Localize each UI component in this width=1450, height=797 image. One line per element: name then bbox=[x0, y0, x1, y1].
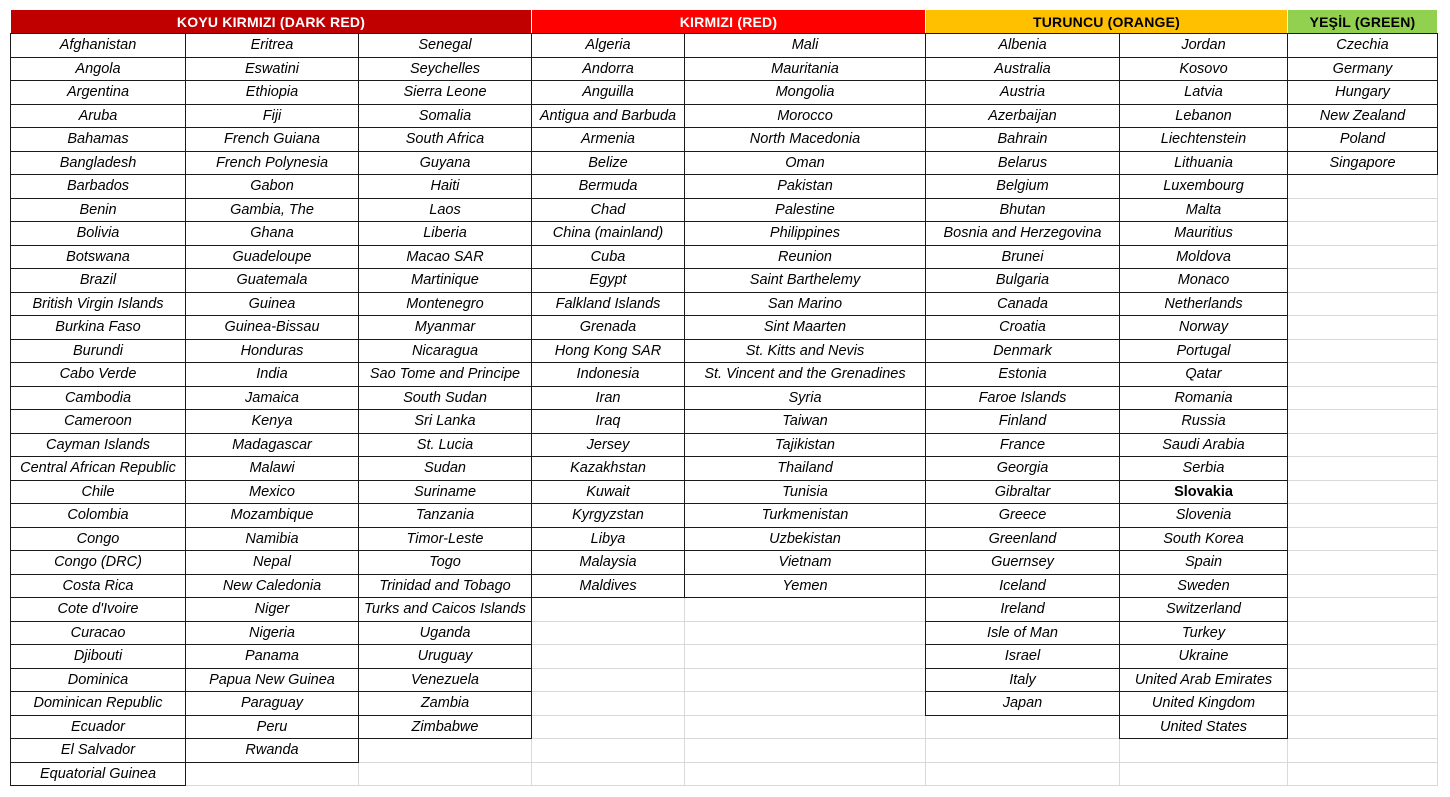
country-cell[interactable]: Qatar bbox=[1119, 362, 1288, 387]
empty-cell[interactable] bbox=[926, 739, 1120, 763]
empty-cell[interactable] bbox=[1288, 175, 1438, 199]
country-cell[interactable]: Nepal bbox=[185, 550, 359, 575]
country-cell[interactable]: Grenada bbox=[531, 315, 685, 340]
country-cell[interactable]: Palestine bbox=[684, 198, 926, 223]
empty-cell[interactable] bbox=[1288, 316, 1438, 340]
country-cell[interactable]: Guatemala bbox=[185, 268, 359, 293]
country-cell[interactable]: Seychelles bbox=[358, 57, 532, 82]
country-cell[interactable]: Ethiopia bbox=[185, 80, 359, 105]
country-cell[interactable]: Myanmar bbox=[358, 315, 532, 340]
country-cell[interactable]: Mozambique bbox=[185, 503, 359, 528]
country-cell[interactable]: Paraguay bbox=[185, 691, 359, 716]
country-cell[interactable]: Ukraine bbox=[1119, 644, 1288, 669]
country-cell[interactable]: Greenland bbox=[925, 527, 1120, 552]
country-cell[interactable]: Japan bbox=[925, 691, 1120, 716]
country-cell[interactable]: Chile bbox=[10, 480, 186, 505]
country-cell[interactable]: Honduras bbox=[185, 339, 359, 364]
country-cell[interactable]: Turks and Caicos Islands bbox=[358, 597, 532, 622]
empty-cell[interactable] bbox=[685, 763, 926, 787]
empty-cell[interactable] bbox=[1288, 293, 1438, 317]
country-cell[interactable]: Guyana bbox=[358, 151, 532, 176]
country-cell[interactable]: Bosnia and Herzegovina bbox=[925, 221, 1120, 246]
country-cell[interactable]: Switzerland bbox=[1119, 597, 1288, 622]
country-cell[interactable]: Hungary bbox=[1287, 80, 1438, 105]
empty-cell[interactable] bbox=[1288, 598, 1438, 622]
country-cell[interactable]: Ireland bbox=[925, 597, 1120, 622]
empty-cell[interactable] bbox=[1288, 669, 1438, 693]
country-cell[interactable]: Syria bbox=[684, 386, 926, 411]
country-cell[interactable]: Latvia bbox=[1119, 80, 1288, 105]
empty-cell[interactable] bbox=[1288, 716, 1438, 740]
country-cell[interactable]: Ecuador bbox=[10, 715, 186, 740]
country-cell[interactable]: South Sudan bbox=[358, 386, 532, 411]
country-cell[interactable]: Gambia, The bbox=[185, 198, 359, 223]
empty-cell[interactable] bbox=[532, 692, 685, 716]
country-cell[interactable]: Israel bbox=[925, 644, 1120, 669]
country-cell[interactable]: Luxembourg bbox=[1119, 174, 1288, 199]
country-cell[interactable]: Brunei bbox=[925, 245, 1120, 270]
country-cell[interactable]: United Kingdom bbox=[1119, 691, 1288, 716]
empty-cell[interactable] bbox=[685, 645, 926, 669]
country-cell[interactable]: Taiwan bbox=[684, 409, 926, 434]
country-cell[interactable]: Saudi Arabia bbox=[1119, 433, 1288, 458]
empty-cell[interactable] bbox=[685, 692, 926, 716]
country-cell[interactable]: Malta bbox=[1119, 198, 1288, 223]
country-cell[interactable]: Spain bbox=[1119, 550, 1288, 575]
country-cell[interactable]: Georgia bbox=[925, 456, 1120, 481]
country-cell[interactable]: Eswatini bbox=[185, 57, 359, 82]
empty-cell[interactable] bbox=[685, 598, 926, 622]
country-cell[interactable]: Suriname bbox=[358, 480, 532, 505]
header-green[interactable]: YEŞİL (GREEN) bbox=[1288, 10, 1438, 33]
country-cell[interactable]: Belarus bbox=[925, 151, 1120, 176]
country-cell[interactable]: Somalia bbox=[358, 104, 532, 129]
country-cell[interactable]: Portugal bbox=[1119, 339, 1288, 364]
country-cell[interactable]: Kosovo bbox=[1119, 57, 1288, 82]
country-cell[interactable]: Vietnam bbox=[684, 550, 926, 575]
country-cell[interactable]: Anguilla bbox=[531, 80, 685, 105]
header-row bbox=[11, 10, 1438, 34]
country-cell[interactable]: Mauritius bbox=[1119, 221, 1288, 246]
country-cell[interactable]: Cabo Verde bbox=[10, 362, 186, 387]
country-cell[interactable]: Kazakhstan bbox=[531, 456, 685, 481]
country-cell[interactable]: Oman bbox=[684, 151, 926, 176]
country-cell[interactable]: Germany bbox=[1287, 57, 1438, 82]
country-cell[interactable]: Lithuania bbox=[1119, 151, 1288, 176]
country-cell[interactable]: Monaco bbox=[1119, 268, 1288, 293]
country-cell[interactable]: Chad bbox=[531, 198, 685, 223]
country-cell[interactable]: Botswana bbox=[10, 245, 186, 270]
country-cell[interactable]: Pakistan bbox=[684, 174, 926, 199]
country-cell[interactable]: Moldova bbox=[1119, 245, 1288, 270]
country-cell[interactable]: Papua New Guinea bbox=[185, 668, 359, 693]
country-cell[interactable]: South Africa bbox=[358, 127, 532, 152]
country-cell[interactable]: Finland bbox=[925, 409, 1120, 434]
country-cell[interactable]: Tanzania bbox=[358, 503, 532, 528]
empty-cell[interactable] bbox=[685, 669, 926, 693]
country-cell[interactable]: Canada bbox=[925, 292, 1120, 317]
empty-cell[interactable] bbox=[1288, 222, 1438, 246]
country-cell[interactable]: Jordan bbox=[1119, 33, 1288, 58]
country-cell[interactable]: El Salvador bbox=[10, 738, 186, 763]
country-cell[interactable]: Antigua and Barbuda bbox=[531, 104, 685, 129]
country-cell[interactable]: Denmark bbox=[925, 339, 1120, 364]
country-cell[interactable]: Rwanda bbox=[185, 738, 359, 763]
country-cell[interactable]: Guinea-Bissau bbox=[185, 315, 359, 340]
country-cell[interactable]: Russia bbox=[1119, 409, 1288, 434]
country-cell[interactable]: Namibia bbox=[185, 527, 359, 552]
empty-cell[interactable] bbox=[1288, 551, 1438, 575]
empty-cell[interactable] bbox=[1288, 622, 1438, 646]
country-cell[interactable]: Malaysia bbox=[531, 550, 685, 575]
empty-cell[interactable] bbox=[1288, 645, 1438, 669]
country-cell[interactable]: Azerbaijan bbox=[925, 104, 1120, 129]
country-cell[interactable]: Eritrea bbox=[185, 33, 359, 58]
country-cell[interactable]: Djibouti bbox=[10, 644, 186, 669]
country-cell[interactable]: Sierra Leone bbox=[358, 80, 532, 105]
country-cell[interactable]: British Virgin Islands bbox=[10, 292, 186, 317]
empty-cell[interactable] bbox=[926, 716, 1120, 740]
empty-cell[interactable] bbox=[532, 716, 685, 740]
country-cell[interactable]: Congo bbox=[10, 527, 186, 552]
country-cell[interactable]: Costa Rica bbox=[10, 574, 186, 599]
country-cell[interactable]: Turkmenistan bbox=[684, 503, 926, 528]
country-cell[interactable]: Uganda bbox=[358, 621, 532, 646]
country-cell[interactable]: Isle of Man bbox=[925, 621, 1120, 646]
country-cell[interactable]: Netherlands bbox=[1119, 292, 1288, 317]
empty-cell[interactable] bbox=[532, 622, 685, 646]
empty-cell[interactable] bbox=[1288, 363, 1438, 387]
country-cell[interactable]: Sri Lanka bbox=[358, 409, 532, 434]
country-cell[interactable]: Iran bbox=[531, 386, 685, 411]
empty-cell[interactable] bbox=[926, 763, 1120, 787]
country-cell[interactable]: St. Lucia bbox=[358, 433, 532, 458]
country-cell[interactable]: Sao Tome and Principe bbox=[358, 362, 532, 387]
country-cell[interactable]: Iceland bbox=[925, 574, 1120, 599]
country-cell[interactable]: Morocco bbox=[684, 104, 926, 129]
empty-cell[interactable] bbox=[685, 716, 926, 740]
country-cell[interactable]: Bulgaria bbox=[925, 268, 1120, 293]
empty-cell[interactable] bbox=[1288, 387, 1438, 411]
empty-cell[interactable] bbox=[1120, 763, 1288, 787]
country-cell[interactable]: Equatorial Guinea bbox=[10, 762, 186, 787]
empty-cell[interactable] bbox=[532, 598, 685, 622]
empty-cell[interactable] bbox=[1288, 340, 1438, 364]
empty-cell[interactable] bbox=[1120, 739, 1288, 763]
country-cell[interactable]: Kyrgyzstan bbox=[531, 503, 685, 528]
country-cell[interactable]: Armenia bbox=[531, 127, 685, 152]
empty-cell[interactable] bbox=[359, 739, 532, 763]
country-cell[interactable]: Kenya bbox=[185, 409, 359, 434]
country-cell[interactable]: Bolivia bbox=[10, 221, 186, 246]
country-cell[interactable]: Malawi bbox=[185, 456, 359, 481]
country-cell[interactable]: Algeria bbox=[531, 33, 685, 58]
country-cell[interactable]: Cuba bbox=[531, 245, 685, 270]
country-cell[interactable]: Niger bbox=[185, 597, 359, 622]
country-cell[interactable]: Romania bbox=[1119, 386, 1288, 411]
empty-cell[interactable] bbox=[685, 739, 926, 763]
country-cell[interactable]: Reunion bbox=[684, 245, 926, 270]
country-cell[interactable]: India bbox=[185, 362, 359, 387]
country-cell[interactable]: Mauritania bbox=[684, 57, 926, 82]
country-cell[interactable]: France bbox=[925, 433, 1120, 458]
country-cell[interactable]: Madagascar bbox=[185, 433, 359, 458]
country-cell[interactable]: French Guiana bbox=[185, 127, 359, 152]
country-cell[interactable]: Guinea bbox=[185, 292, 359, 317]
country-cell[interactable]: Colombia bbox=[10, 503, 186, 528]
country-cell[interactable]: Sudan bbox=[358, 456, 532, 481]
country-cell[interactable]: New Caledonia bbox=[185, 574, 359, 599]
country-cell[interactable]: Guernsey bbox=[925, 550, 1120, 575]
header-orange[interactable]: TURUNCU (ORANGE) bbox=[926, 10, 1288, 33]
empty-cell[interactable] bbox=[186, 763, 359, 787]
country-cell[interactable]: Libya bbox=[531, 527, 685, 552]
country-cell[interactable]: Afghanistan bbox=[10, 33, 186, 58]
country-cell[interactable]: Austria bbox=[925, 80, 1120, 105]
country-cell[interactable]: Yemen bbox=[684, 574, 926, 599]
empty-cell[interactable] bbox=[1288, 434, 1438, 458]
country-cell[interactable]: Andorra bbox=[531, 57, 685, 82]
country-cell[interactable]: Kuwait bbox=[531, 480, 685, 505]
country-cell[interactable]: Belize bbox=[531, 151, 685, 176]
empty-cell[interactable] bbox=[1288, 575, 1438, 599]
country-cell[interactable]: Montenegro bbox=[358, 292, 532, 317]
country-cell[interactable]: Maldives bbox=[531, 574, 685, 599]
country-cell[interactable]: Cameroon bbox=[10, 409, 186, 434]
country-cell[interactable]: Australia bbox=[925, 57, 1120, 82]
country-cell[interactable]: San Marino bbox=[684, 292, 926, 317]
country-cell[interactable]: Bermuda bbox=[531, 174, 685, 199]
empty-cell[interactable] bbox=[1288, 410, 1438, 434]
empty-cell[interactable] bbox=[532, 739, 685, 763]
country-cell[interactable]: Argentina bbox=[10, 80, 186, 105]
country-cell[interactable]: Italy bbox=[925, 668, 1120, 693]
empty-cell[interactable] bbox=[1288, 199, 1438, 223]
empty-cell[interactable] bbox=[1288, 457, 1438, 481]
country-cell[interactable]: Benin bbox=[10, 198, 186, 223]
country-cell[interactable]: North Macedonia bbox=[684, 127, 926, 152]
country-cell[interactable]: Uzbekistan bbox=[684, 527, 926, 552]
country-cell[interactable]: Poland bbox=[1287, 127, 1438, 152]
country-cell[interactable]: China (mainland) bbox=[531, 221, 685, 246]
country-cell[interactable]: Greece bbox=[925, 503, 1120, 528]
country-cell[interactable]: Lebanon bbox=[1119, 104, 1288, 129]
country-cell[interactable]: Iraq bbox=[531, 409, 685, 434]
empty-cell[interactable] bbox=[1288, 269, 1438, 293]
country-cell[interactable]: Curacao bbox=[10, 621, 186, 646]
country-cell[interactable]: Tunisia bbox=[684, 480, 926, 505]
empty-cell[interactable] bbox=[359, 763, 532, 787]
country-cell[interactable]: Cambodia bbox=[10, 386, 186, 411]
country-cell[interactable]: Bangladesh bbox=[10, 151, 186, 176]
country-cell[interactable]: Angola bbox=[10, 57, 186, 82]
country-cell[interactable]: French Polynesia bbox=[185, 151, 359, 176]
country-cell[interactable]: Singapore bbox=[1287, 151, 1438, 176]
country-cell[interactable]: Indonesia bbox=[531, 362, 685, 387]
country-cell[interactable]: Falkland Islands bbox=[531, 292, 685, 317]
country-cell[interactable]: Albenia bbox=[925, 33, 1120, 58]
country-cell[interactable]: Timor-Leste bbox=[358, 527, 532, 552]
country-cell[interactable]: New Zealand bbox=[1287, 104, 1438, 129]
country-cell[interactable]: Panama bbox=[185, 644, 359, 669]
empty-cell[interactable] bbox=[685, 622, 926, 646]
country-cell[interactable]: St. Vincent and the Grenadines bbox=[684, 362, 926, 387]
country-cell[interactable]: Liberia bbox=[358, 221, 532, 246]
empty-cell[interactable] bbox=[532, 669, 685, 693]
country-cell[interactable]: Venezuela bbox=[358, 668, 532, 693]
country-cell[interactable]: Faroe Islands bbox=[925, 386, 1120, 411]
country-cell[interactable]: Czechia bbox=[1287, 33, 1438, 58]
country-cell[interactable]: Hong Kong SAR bbox=[531, 339, 685, 364]
country-cell[interactable]: Tajikistan bbox=[684, 433, 926, 458]
country-cell[interactable]: Dominica bbox=[10, 668, 186, 693]
country-cell[interactable]: Saint Barthelemy bbox=[684, 268, 926, 293]
country-cell[interactable]: South Korea bbox=[1119, 527, 1288, 552]
country-cell[interactable]: Togo bbox=[358, 550, 532, 575]
country-cell[interactable]: Nigeria bbox=[185, 621, 359, 646]
country-cell[interactable]: Uruguay bbox=[358, 644, 532, 669]
spreadsheet bbox=[11, 10, 1438, 787]
empty-cell[interactable] bbox=[1288, 246, 1438, 270]
header-red[interactable]: KIRMIZI (RED) bbox=[532, 10, 926, 33]
country-cell[interactable]: Estonia bbox=[925, 362, 1120, 387]
empty-cell[interactable] bbox=[1288, 739, 1438, 763]
country-cell[interactable]: Jamaica bbox=[185, 386, 359, 411]
country-cell[interactable]: Martinique bbox=[358, 268, 532, 293]
country-cell[interactable]: Slovakia bbox=[1119, 480, 1288, 505]
country-cell[interactable]: Congo (DRC) bbox=[10, 550, 186, 575]
country-cell[interactable]: Cayman Islands bbox=[10, 433, 186, 458]
country-cell[interactable]: Zimbabwe bbox=[358, 715, 532, 740]
country-cell[interactable]: Dominican Republic bbox=[10, 691, 186, 716]
country-cell[interactable]: Burundi bbox=[10, 339, 186, 364]
country-cell[interactable]: Mali bbox=[684, 33, 926, 58]
country-cell[interactable]: Barbados bbox=[10, 174, 186, 199]
country-cell[interactable]: Haiti bbox=[358, 174, 532, 199]
country-cell[interactable]: Mongolia bbox=[684, 80, 926, 105]
country-cell[interactable]: Jersey bbox=[531, 433, 685, 458]
country-cell[interactable]: Thailand bbox=[684, 456, 926, 481]
country-cell[interactable]: Aruba bbox=[10, 104, 186, 129]
country-cell[interactable]: Burkina Faso bbox=[10, 315, 186, 340]
empty-cell[interactable] bbox=[1288, 763, 1438, 787]
country-cell[interactable]: Fiji bbox=[185, 104, 359, 129]
country-cell[interactable]: Slovenia bbox=[1119, 503, 1288, 528]
header-dark-red[interactable]: KOYU KIRMIZI (DARK RED) bbox=[11, 10, 532, 33]
country-cell[interactable]: Sweden bbox=[1119, 574, 1288, 599]
country-cell[interactable]: Bahamas bbox=[10, 127, 186, 152]
country-cell[interactable]: Cote d'Ivoire bbox=[10, 597, 186, 622]
empty-cell[interactable] bbox=[1288, 481, 1438, 505]
country-cell[interactable]: Nicaragua bbox=[358, 339, 532, 364]
country-cell[interactable]: Gibraltar bbox=[925, 480, 1120, 505]
country-cell[interactable]: Belgium bbox=[925, 174, 1120, 199]
country-cell[interactable]: Trinidad and Tobago bbox=[358, 574, 532, 599]
country-cell[interactable]: Serbia bbox=[1119, 456, 1288, 481]
empty-cell[interactable] bbox=[532, 763, 685, 787]
country-cell[interactable]: Bhutan bbox=[925, 198, 1120, 223]
country-cell[interactable]: Brazil bbox=[10, 268, 186, 293]
country-cell[interactable]: United Arab Emirates bbox=[1119, 668, 1288, 693]
empty-cell[interactable] bbox=[1288, 692, 1438, 716]
country-grid bbox=[11, 34, 1438, 787]
country-cell[interactable]: Macao SAR bbox=[358, 245, 532, 270]
country-cell[interactable]: Egypt bbox=[531, 268, 685, 293]
country-cell[interactable]: Sint Maarten bbox=[684, 315, 926, 340]
empty-cell[interactable] bbox=[1288, 528, 1438, 552]
country-cell[interactable]: Laos bbox=[358, 198, 532, 223]
empty-cell[interactable] bbox=[1288, 504, 1438, 528]
country-cell[interactable]: Mexico bbox=[185, 480, 359, 505]
country-cell[interactable]: Liechtenstein bbox=[1119, 127, 1288, 152]
country-cell[interactable]: Croatia bbox=[925, 315, 1120, 340]
country-cell[interactable]: Turkey bbox=[1119, 621, 1288, 646]
country-cell[interactable]: Gabon bbox=[185, 174, 359, 199]
country-cell[interactable]: Peru bbox=[185, 715, 359, 740]
country-cell[interactable]: Senegal bbox=[358, 33, 532, 58]
empty-cell[interactable] bbox=[532, 645, 685, 669]
country-cell[interactable]: Philippines bbox=[684, 221, 926, 246]
country-cell[interactable]: Guadeloupe bbox=[185, 245, 359, 270]
country-cell[interactable]: Central African Republic bbox=[10, 456, 186, 481]
country-cell[interactable]: Norway bbox=[1119, 315, 1288, 340]
country-cell[interactable]: St. Kitts and Nevis bbox=[684, 339, 926, 364]
country-cell[interactable]: Zambia bbox=[358, 691, 532, 716]
country-cell[interactable]: United States bbox=[1119, 715, 1288, 740]
country-cell[interactable]: Bahrain bbox=[925, 127, 1120, 152]
country-cell[interactable]: Ghana bbox=[185, 221, 359, 246]
